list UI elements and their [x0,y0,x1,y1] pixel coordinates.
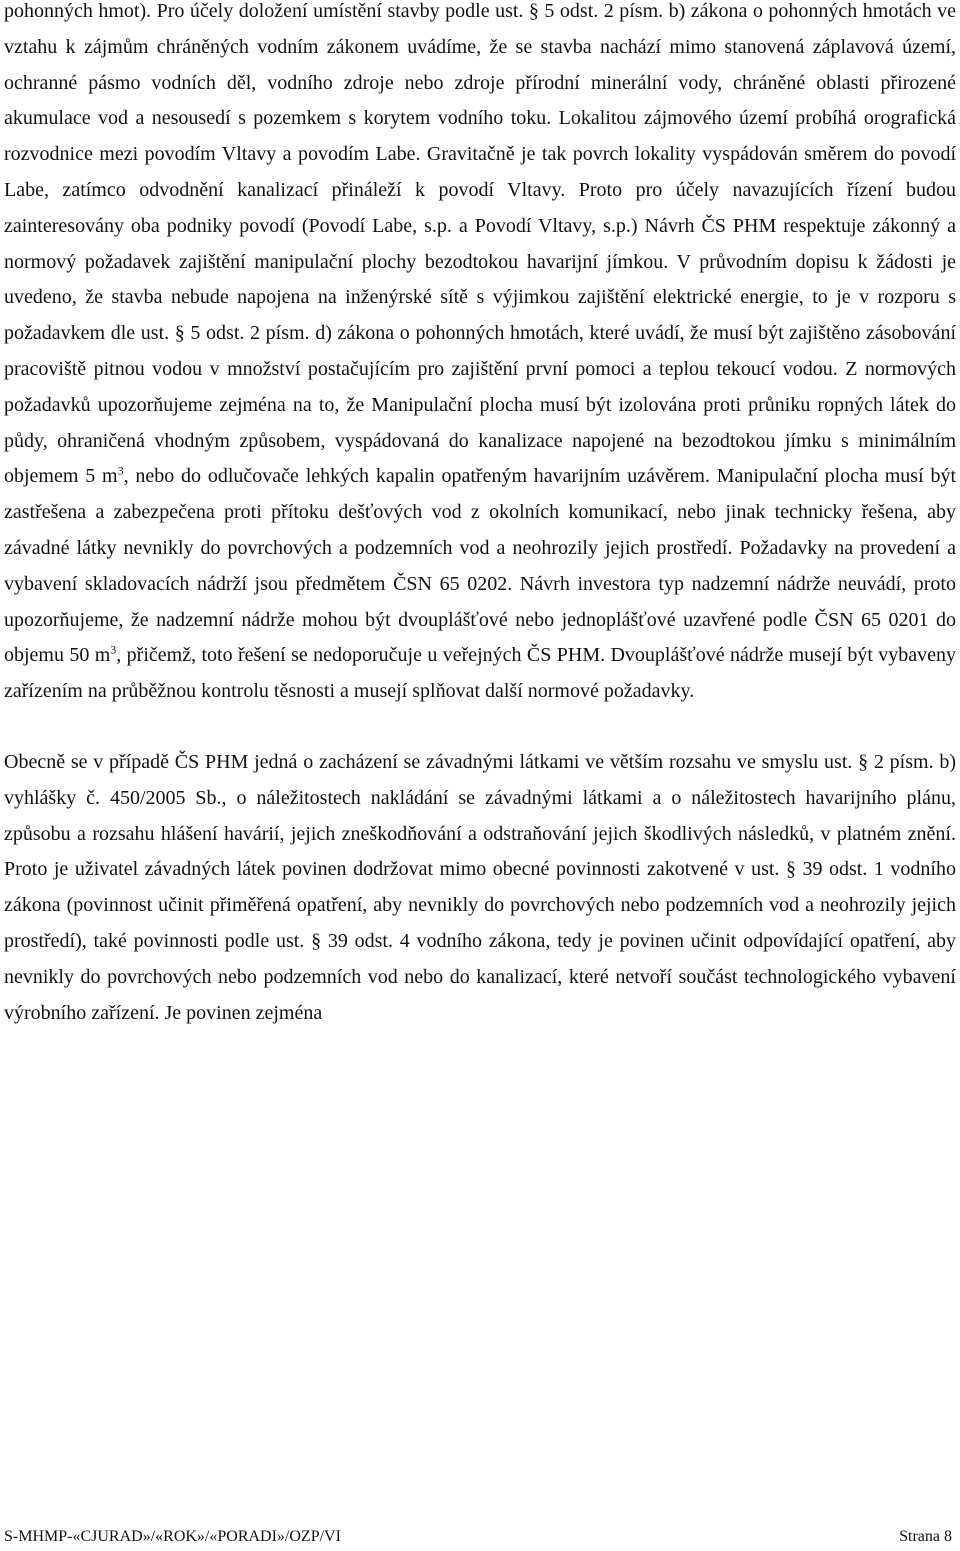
paragraph-1-text-c: , přičemž, toto řešení se nedoporučuje u veřejných ČS PHM. Dvouplášťové nádrže musejí být vybaveny zařízením na průběžnou kontrolu těsnosti a musejí splňovat další normové požadavky. [4,644,956,703]
paragraph-1 [4,0,956,710]
paragraph-1-text-a: pohonných hmot). Pro účely doložení umístění stavby podle ust. § 5 odst. 2 písm. b) zákona o pohonných hmotách ve vztahu k zájmům chráněných vodním zákonem uvádíme, že se stavba nachází mimo stanovená záplavová území, ochranné pásmo vodních děl, vodního zdroje nebo zdroje přírodní minerální vody, chráněné oblasti přirozené akumulace vod a nesousedí s pozemkem s korytem vodního toku. Lokalitou zájmového území probíhá orografická rozvodnice mezi povodím Vltavy a povodím Labe. Gravitačně je tak povrch lokality vyspádován směrem do povodí Labe, zatímco odvodnění kanalizací přináleží k povodí Vltavy. Proto pro účely navazujících řízení budou zainteresovány oba podniky povodí (Povodí Labe, s.p. a Povodí Vltavy, s.p.) Návrh ČS PHM respektuje zákonný a normový požadavek zajištění manipulační plochy bezodtokou havarijní jímkou. V průvodním dopisu k žádosti je uvedeno, že stavba nebude napojena na inženýrské sítě s výjimkou zajištění elektrické energie, to je v rozporu s požadavkem dle ust. § 5 odst. 2 písm. d) zákona o pohonných hmotách, které uvádí, že musí být zajištěno zásobování pracoviště pitnou vodou v množství postačujícím pro zajištění první pomoci a teplou tekoucí vodou. Z normových požadavků upozorňujeme zejména na to, že Manipulační plocha musí být izolována proti průniku ropných látek do půdy, ohraničená vhodným způsobem, vyspádovaná do kanalizace napojené na bezodtokou jímku s minimálním objemem 5 m [4,0,956,488]
superscript-cubic-1: 3 [117,463,124,478]
paragraph-1-text-b: , nebo do odlučovače lehkých kapalin opatřeným havarijním uzávěrem. Manipulační plocha musí být zastřešena a zabezpečena proti přítoku dešťových vod z okolních komunikací, nebo jinak technicky řešena, aby závadné látky nevnikly do povrchových a podzemních vod a neohrozily jejich prostředí. Požadavky na provedení a vybavení skladovacích nádrží jsou předmětem ČSN 65 0202. Návrh investora typ nadzemní nádrže neuvádí, proto upozorňujeme, že nadzemní nádrže mohou být dvouplášťové nebo jednoplášťové uzavřené podle ČSN 65 0201 do objemu 50 m [4,465,956,667]
document-body [4,0,956,1031]
document-reference: S-MHMP-«CJURAD»/«ROK»/«PORADI»/OZP/VI [4,1528,341,1545]
page-number: Strana 8 [899,1528,952,1545]
superscript-cubic-2: 3 [110,642,117,657]
page-footer [4,1527,952,1551]
paragraph-2: Obecně se v případě ČS PHM jedná o zacházení se závadnými látkami ve větším rozsahu ve smyslu ust. § 2 písm. b) vyhlášky č. 450/2005 Sb., o náležitostech nakládání se závadnými látkami a o náležitostech havarijního plánu, způsobu a rozsahu hlášení havárií, jejich zneškodňování a odstraňování jejich škodlivých následků, v platném znění. Proto je uživatel závadných látek povinen dodržovat mimo obecné povinnosti zakotvené v ust. § 39 odst. 1 vodního zákona (povinnost učinit přiměřená opatření, aby nevnikly do povrchových nebo podzemních vod a neohrozily jejich prostředí), také povinnosti podle ust. § 39 odst. 4 vodního zákona, tedy je povinen učinit odpovídající opatření, aby nevnikly do povrchových nebo podzemních vod nebo do kanalizací, které netvoří součást technologického vybavení výrobního zařízení. Je povinen zejména [4,750,956,1024]
